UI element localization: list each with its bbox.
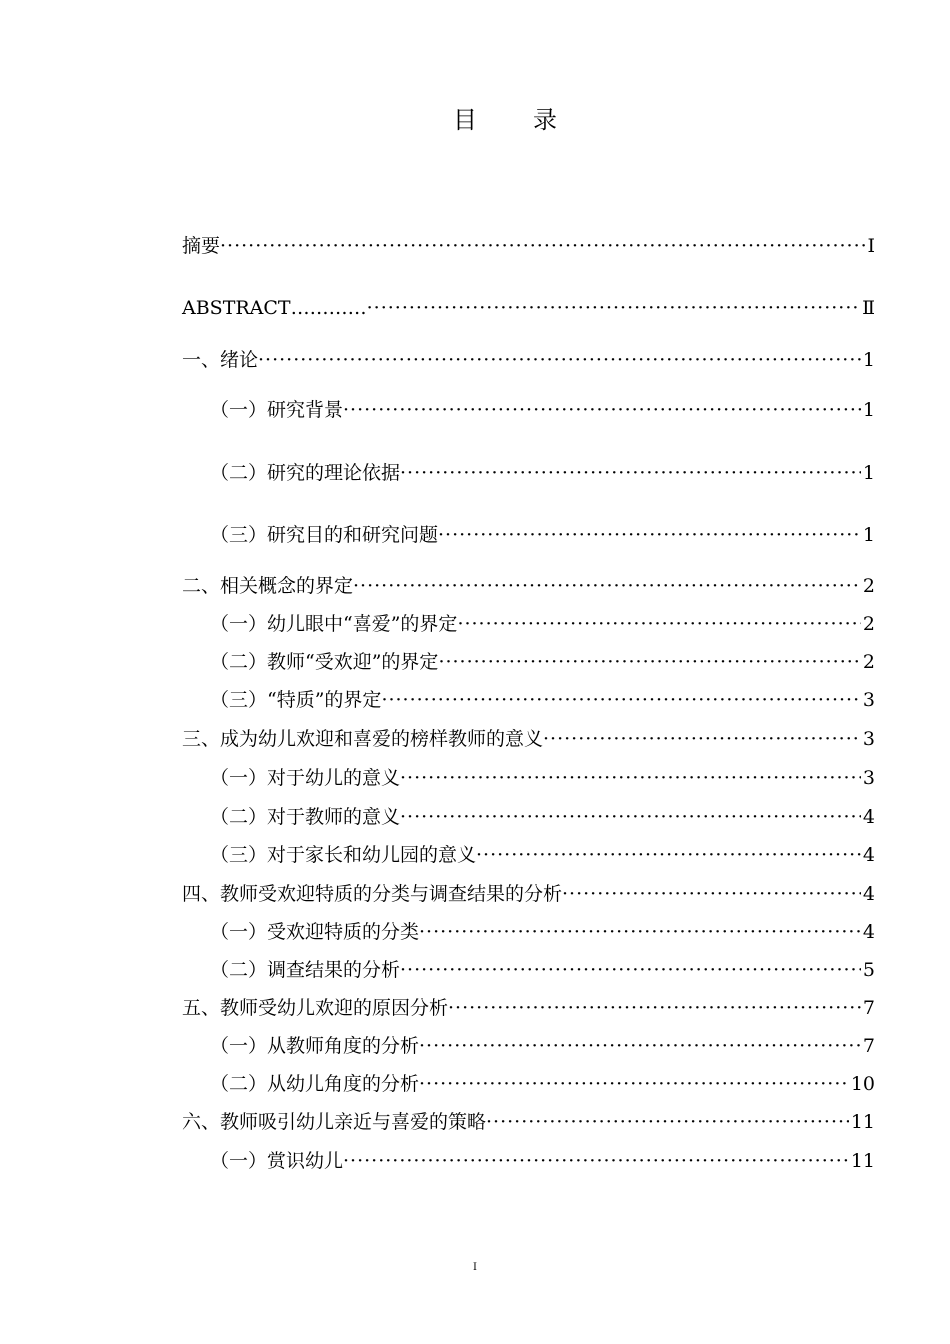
toc-entry-chapter-4[interactable] xyxy=(182,882,875,906)
toc-leader xyxy=(448,996,861,1020)
toc-entry-section[interactable] xyxy=(210,688,875,712)
toc-leader xyxy=(400,766,861,790)
toc-entry-section[interactable] xyxy=(210,805,875,829)
toc-leader xyxy=(419,920,861,944)
toc-entry-section[interactable] xyxy=(210,920,875,944)
toc-page-number: 2 xyxy=(862,651,875,673)
toc-entry-section[interactable] xyxy=(210,523,875,547)
toc-page-number: 7 xyxy=(862,1035,875,1057)
toc-page-number: 4 xyxy=(862,844,875,866)
toc-label: （二）研究的理论依据 xyxy=(210,462,401,484)
toc-label: （一）研究背景 xyxy=(210,399,344,421)
toc-page-number: 1 xyxy=(862,524,875,546)
toc-entry-section[interactable] xyxy=(210,650,875,674)
toc-leader xyxy=(381,688,860,712)
toc-entry-section[interactable] xyxy=(210,1149,875,1173)
toc-leader xyxy=(367,296,860,320)
toc-leader xyxy=(543,727,861,751)
page-footer-number: I xyxy=(473,1262,477,1273)
toc-page-number: 3 xyxy=(862,728,875,750)
toc-page-number: 4 xyxy=(862,806,875,828)
toc-entry-abstract-en[interactable] xyxy=(182,296,875,320)
toc-page-number: Ⅱ xyxy=(862,297,875,319)
toc-page-number: 11 xyxy=(850,1150,875,1172)
toc-leader xyxy=(457,612,860,636)
toc-label: ABSTRACT………… xyxy=(182,297,367,319)
toc-leader xyxy=(343,1149,849,1173)
toc-label: （二）对于教师的意义 xyxy=(210,806,401,828)
toc-page-number: 4 xyxy=(862,921,875,943)
toc-entry-section[interactable] xyxy=(210,1034,875,1058)
toc-page-number: 1 xyxy=(862,462,875,484)
toc-label: （二）从幼儿角度的分析 xyxy=(210,1073,420,1095)
toc-page-number: Ⅰ xyxy=(867,235,875,257)
toc-page-number: 7 xyxy=(862,997,875,1019)
toc-entry-section[interactable] xyxy=(210,1072,875,1096)
toc-leader xyxy=(400,461,861,485)
toc-page-number: 3 xyxy=(862,689,875,711)
toc-page-number: 4 xyxy=(862,883,875,905)
toc-label: 三、成为幼儿欢迎和喜爱的榜样教师的意义 xyxy=(182,728,544,750)
toc-page-number: 2 xyxy=(862,613,875,635)
toc-entry-section[interactable] xyxy=(210,398,875,422)
toc-label: 二、相关概念的界定 xyxy=(182,575,354,597)
toc-leader xyxy=(343,398,861,422)
toc-entry-chapter-5[interactable] xyxy=(182,996,875,1020)
toc-label: （二）调查结果的分析 xyxy=(210,959,401,981)
toc-label: （一）受欢迎特质的分类 xyxy=(210,921,420,943)
toc-label: 四、教师受欢迎特质的分类与调查结果的分析 xyxy=(182,883,563,905)
toc-leader xyxy=(419,1072,849,1096)
toc-leader xyxy=(220,234,865,258)
toc-label: （二）教师“受欢迎”的界定 xyxy=(210,651,439,673)
toc-page-number: 11 xyxy=(850,1111,875,1133)
toc-leader xyxy=(419,1034,861,1058)
toc-label: 六、教师吸引幼儿亲近与喜爱的策略 xyxy=(182,1111,487,1133)
toc-label: （一）赏识幼儿 xyxy=(210,1150,344,1172)
toc-entry-section[interactable] xyxy=(210,958,875,982)
toc-entry-section[interactable] xyxy=(210,843,875,867)
toc-label: 一、绪论 xyxy=(182,349,259,371)
toc-leader xyxy=(400,958,861,982)
toc-label: 五、教师受幼儿欢迎的原因分析 xyxy=(182,997,449,1019)
toc-leader xyxy=(562,882,861,906)
toc-label: （三）“特质”的界定 xyxy=(210,689,382,711)
page-title xyxy=(0,100,950,135)
title-char-2: 录 xyxy=(533,106,557,134)
toc-entry-section[interactable] xyxy=(210,461,875,485)
toc-leader xyxy=(438,650,860,674)
toc-page-number: 5 xyxy=(862,959,875,981)
toc-entry-chapter-3[interactable] xyxy=(182,727,875,751)
toc-label: （一）对于幼儿的意义 xyxy=(210,767,401,789)
toc-label: （一）从教师角度的分析 xyxy=(210,1035,420,1057)
toc-label: （三）研究目的和研究问题 xyxy=(210,524,439,546)
toc-label: （一）幼儿眼中“喜爱”的界定 xyxy=(210,613,458,635)
toc-leader xyxy=(400,805,861,829)
toc-label: （三）对于家长和幼儿园的意义 xyxy=(210,844,477,866)
toc-leader xyxy=(476,843,861,867)
toc-page-number: 1 xyxy=(862,399,875,421)
title-char-1: 目 xyxy=(453,106,477,134)
toc-page-number: 3 xyxy=(862,767,875,789)
toc-page-number: 10 xyxy=(850,1073,875,1095)
toc-entry-chapter-6[interactable] xyxy=(182,1110,875,1134)
toc-entry-section[interactable] xyxy=(210,766,875,790)
toc-leader xyxy=(353,574,861,598)
toc-entry-chapter-2[interactable] xyxy=(182,574,875,598)
toc-entry-abstract-cn[interactable] xyxy=(182,234,875,258)
toc-leader xyxy=(258,348,861,372)
toc-page-number: 2 xyxy=(862,575,875,597)
toc-entry-section[interactable] xyxy=(210,612,875,636)
toc-page-number: 1 xyxy=(862,349,875,371)
toc-label: 摘要 xyxy=(182,235,221,257)
toc-leader xyxy=(438,523,861,547)
toc-leader xyxy=(486,1110,849,1134)
toc-entry-chapter-1[interactable] xyxy=(182,348,875,372)
